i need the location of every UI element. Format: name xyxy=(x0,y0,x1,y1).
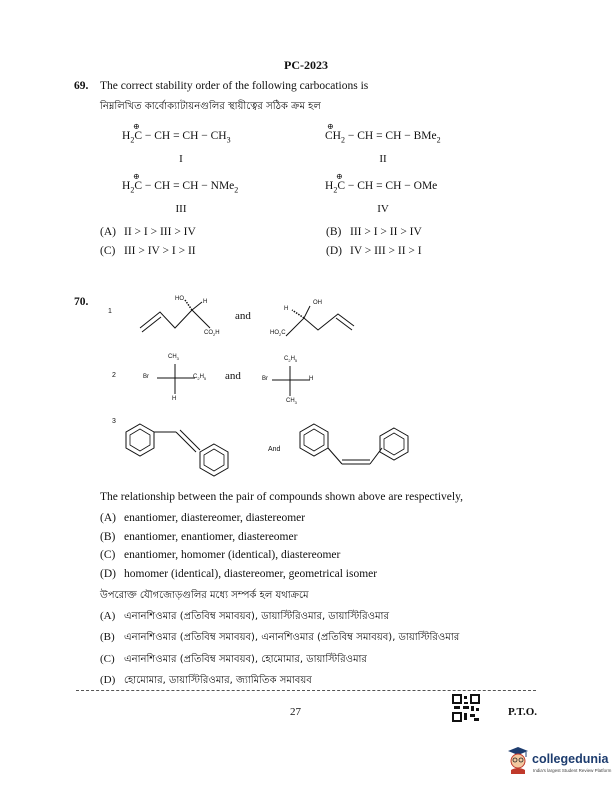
cation-4-formula: $H_2C$ − CH = CH − OMe xyxy=(325,180,438,195)
footer-divider xyxy=(76,690,536,691)
pair-2-left-left: Br xyxy=(143,374,149,380)
pair-1-number: 1 xyxy=(108,308,112,315)
question-69-text-bn: নিম্নলিখিত কার্বোক্যাটায়নগুলির স্থায়ীত্বের সঠিক ক্রম হল xyxy=(100,101,321,112)
cation-1-formula: $H_2C$ − CH = CH − $CH_3$ xyxy=(122,130,231,145)
q69-option-b[interactable]: (B) III > I > II > IV xyxy=(326,226,422,238)
question-69-text-en: The correct stability order of the following carbocations is xyxy=(100,80,369,92)
page-number: 27 xyxy=(290,706,301,718)
charge-icon: ⊕ xyxy=(336,172,343,181)
pair-2-left-bottom: H xyxy=(172,396,177,402)
question-70-text-en: The relationship between the pair of compounds shown above are respectively, xyxy=(100,491,463,503)
q70-option-a-bn[interactable]: (A) এনানশিওমার (প্রতিবিম্ব সমাবয়ব), ডায়াস্টিরিওমার, ডায়াস্টিরিওমার xyxy=(100,610,389,622)
q69-option-a[interactable]: (A) II > I > III > IV xyxy=(100,226,196,238)
pair-2-left-top: $CH_3$ xyxy=(168,354,179,362)
pair-2-right-right: H xyxy=(309,376,314,382)
pair-1-and: and xyxy=(235,310,251,322)
pair-1-h-label: H xyxy=(203,299,208,305)
q70-option-c-en[interactable]: (C) enantiomer, homomer (identical), diastereomer xyxy=(100,549,341,561)
question-70-number: 70. xyxy=(74,296,89,308)
q70-option-d-en[interactable]: (D) homomer (identical), diastereomer, geometrical isomer xyxy=(100,568,378,580)
pair-2-right-bottom: $CH_3$ xyxy=(286,398,297,406)
watermark-brand: collegedunia xyxy=(532,752,609,766)
cation-2-label: II xyxy=(379,153,387,165)
pair-2-right-left: Br xyxy=(262,376,268,382)
question-70-text-bn: উপরোক্ত যৌগজোড়গুলির মধ্যে সম্পর্ক হল যথাক্রমে xyxy=(100,590,309,601)
pair-1-right-structure xyxy=(278,296,368,346)
pair-1-ho-label: HO xyxy=(175,296,184,302)
pair-1-h2-label: H xyxy=(284,306,289,312)
pair-1-left-structure xyxy=(130,290,240,350)
q70-option-c-bn[interactable]: (C) এনানশিওমার (প্রতিবিম্ব সমাবয়ব), হোমোমার, ডায়াস্টিরিওমার xyxy=(100,653,367,665)
cation-1-label: I xyxy=(179,153,183,165)
q69-option-c[interactable]: (C) III > IV > I > II xyxy=(100,245,196,257)
pair-2-left-right: $C_2H_5$ xyxy=(193,374,207,382)
pair-3-and: And xyxy=(268,446,281,453)
pair-2-right-top: $C_2H_5$ xyxy=(284,356,298,364)
pair-2-number: 2 xyxy=(112,372,116,379)
q70-option-a-en[interactable]: (A) enantiomer, diastereomer, diastereomer xyxy=(100,512,306,524)
charge-icon: ⊕ xyxy=(133,122,140,131)
q70-option-d-bn[interactable]: (D) হোমোমার, ডায়াস্টিরিওমার, জ্যামিতিক সমাবয়ব xyxy=(100,674,312,686)
pair-3-trans-stilbene xyxy=(120,410,270,480)
q69-option-d[interactable]: (D) IV > III > II > I xyxy=(326,245,422,257)
collegedunia-mascot-icon xyxy=(506,746,530,774)
watermark-tagline: India's largest Student Review Platform xyxy=(533,768,612,773)
pair-2-and: and xyxy=(225,370,241,382)
cation-3-formula: $H_2C$ − CH = CH − NMe$_2$ xyxy=(122,180,239,195)
pair-1-ho2c-label: $HO_2C$ xyxy=(270,330,286,338)
pair-2-right-fischer xyxy=(270,364,316,400)
charge-icon: ⊕ xyxy=(133,172,140,181)
cation-4-label: IV xyxy=(377,203,389,215)
q70-option-b-bn[interactable]: (B) এনানশিওমার (প্রতিবিম্ব সমাবয়ব), এনানশিওমার (প্রতিবিম্ব সমাবয়ব), ডায়াস্টিরিওমার xyxy=(100,631,460,643)
pair-1-co2h-label: $CO_2H$ xyxy=(204,330,220,338)
pto-label: P.T.O. xyxy=(508,706,538,718)
paper-code: PC-2023 xyxy=(284,58,328,72)
charge-icon: ⊕ xyxy=(327,122,334,131)
question-69-number: 69. xyxy=(74,80,89,92)
qr-code-icon xyxy=(452,694,480,722)
pair-1-oh-label: OH xyxy=(313,300,322,306)
pair-3-cis-stilbene xyxy=(290,410,430,480)
q70-option-b-en[interactable]: (B) enantiomer, enantiomer, diastereomer xyxy=(100,531,298,543)
cation-2-formula: $CH_2$ − CH = CH − BMe$_2$ xyxy=(325,130,441,145)
pair-3-number: 3 xyxy=(112,418,116,425)
cation-3-label: III xyxy=(175,203,187,215)
